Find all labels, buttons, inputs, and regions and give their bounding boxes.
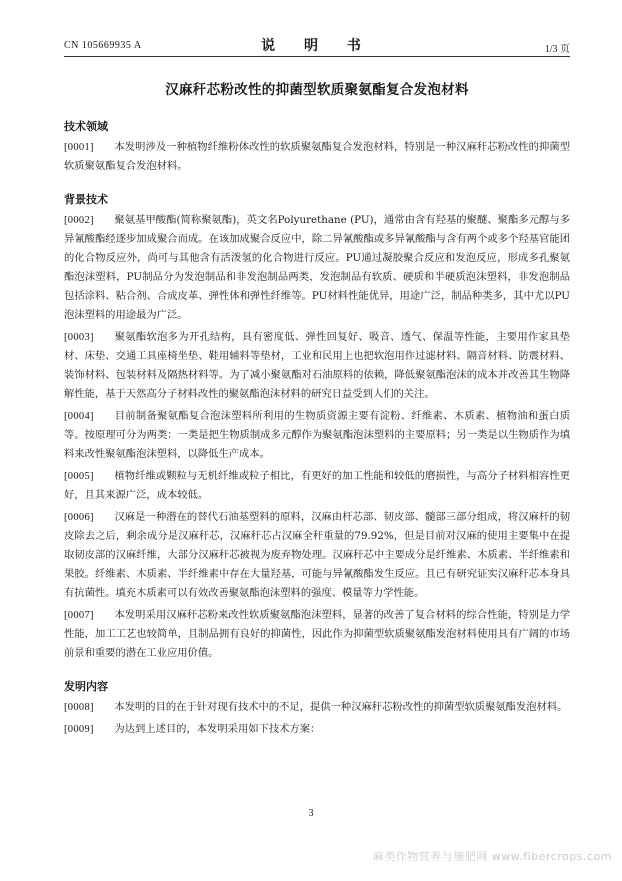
paragraph — [64, 407, 570, 464]
paragraph-text: 汉麻是一种潜在的替代石油基塑料的原料，汉麻由杆芯部、韧皮部、髓部三部分组成，将汉麻杆的韧皮除去之后，剩余成分是汉麻秆芯，汉麻秆芯占汉麻全秆重量的79.92%，但是目前对汉麻的使用主要集中在提取韧皮部的汉麻纤维，大部分汉麻秆芯被视为废弃物处理。汉麻秆芯中主要成分是纤维素、木质素、半纤维素和果胶。纤维素、木质素、半纤维素中存在大量羟基，可能与异氰酸酯发生反应。且已有研究证实汉麻秆芯本身具有抗菌性。填充木质素可以有效改善聚氨酯泡沫塑料的强度、模量等力学性能。 — [64, 511, 570, 599]
paragraph — [64, 328, 570, 404]
paragraph — [64, 720, 570, 739]
paragraph-number: [0005] — [64, 471, 94, 482]
page-header — [64, 32, 570, 57]
paragraph-text: 本发明采用汉麻秆芯粉来改性软质聚氨酯泡沫塑料，显著的改善了复合材料的综合性能，特别是力学性能，加工工艺也较简单，且制品拥有良好的抑菌性，因此作为抑菌型软质聚氨酯发泡材料使用具有广阔的市场前景和重要的潜在工业应用价值。 — [64, 609, 570, 659]
section-gap — [64, 666, 570, 678]
paragraph-text: 为达到上述目的，本发明采用如下技术方案： — [114, 723, 321, 735]
paragraph-text: 聚氨基甲酸酯(简称聚氨酯)，英文名Polyurethane (PU)，通常由含有羟基的聚醚、聚酯多元醇与多异氰酸酯经逐步加成聚合而成。在该加成聚合反应中，除二异氰酸酯或多异氰酸酯与含有两个或多个羟基官能团的化合物反应外，尚可与其他含有活泼氢的化合物进行反应。PU通过凝胶聚合反应和发泡反应，形成多孔聚氨酯泡沫塑料，PU制品分为发泡制品和非发泡制品两类，发泡制品有软质、硬质和半硬质泡沫塑料，非发泡制品包括涂料、粘合剂、合成皮革、弹性体和弹性纤维等。PU材料性能优异，用途广泛，制品种类多，其中尤以PU泡沫塑料的用途最为广泛。 — [64, 214, 570, 321]
patent-number: CN 105669935 A — [64, 40, 142, 51]
paragraph — [64, 467, 570, 505]
section-gap — [64, 179, 570, 191]
paragraph-text: 目前制备聚氨酯复合泡沫塑料所利用的生物质资源主要有淀粉、纤维素、木质素、植物油和蛋白质等。按原理可分为两类：一类是把生物质制成多元醇作为聚氨酯泡沫塑料的主要原料；另一类是以生物质作为填料来改性聚氨酯泡沫塑料，以降低生产成本。 — [64, 410, 570, 460]
paragraph-number: [0002] — [64, 215, 94, 226]
paragraph-number: [0008] — [64, 702, 94, 713]
document-title: 汉麻秆芯粉改性的抑菌型软质聚氨酯复合发泡材料 — [165, 82, 469, 98]
paragraph-text: 聚氨酯软泡多为开孔结构，具有密度低、弹性回复好、吸音、透气、保温等性能，主要用作家具垫材、床垫、交通工具座椅坐垫、鞋用辅料等垫材，工业和民用上也把软泡用作过滤材料、隔音材料、防震材料、装饰材料、包装材料及隔热材料等。为了减小聚氨酯对石油原料的依赖，降低聚氨酯泡沫的成本并改善其生物降解性能，基于天然高分子材料改性的聚氨酯泡沫材料的研究日益受到人们的关注。 — [64, 331, 570, 400]
paragraph-text: 植物纤维或颗粒与无机纤维或粒子相比，有更好的加工性能和较低的磨损性，与高分子材料相容性更好，且其来源广泛，成本较低。 — [64, 470, 570, 501]
section-heading: 背景技术 — [64, 193, 108, 206]
paragraph-number: [0004] — [64, 411, 94, 422]
page-number: 3 — [308, 808, 314, 819]
paragraph-text: 本发明的目的在于针对现有技术中的不足，提供一种汉麻秆芯粉改性的抑菌型软质聚氨酯发泡材料。 — [114, 701, 568, 713]
paragraph-number: [0009] — [64, 724, 94, 735]
section-heading: 发明内容 — [64, 680, 108, 693]
paragraph-text: 本发明涉及一种植物纤维粉体改性的软质聚氨酯复合发泡材料，特别是一种汉麻秆芯粉改性的抑菌型软质聚氨酯复合发泡材料。 — [64, 141, 570, 172]
paragraph-number: [0003] — [64, 332, 94, 343]
section-heading: 技术领域 — [64, 120, 108, 133]
paragraph — [64, 508, 570, 603]
paragraph-number: [0001] — [64, 142, 94, 153]
paragraph-number: [0006] — [64, 512, 94, 523]
page-indicator: 1/3 页 — [544, 44, 570, 55]
paragraph — [64, 138, 570, 176]
paragraph — [64, 211, 570, 325]
paragraph — [64, 698, 570, 717]
watermark: 麻类作物营养与施肥网 www.fibercrops.com — [372, 850, 612, 863]
document-type: 说 明 书 — [261, 38, 373, 54]
paragraph — [64, 606, 570, 663]
paragraph-number: [0007] — [64, 610, 94, 621]
document-body — [64, 118, 570, 742]
